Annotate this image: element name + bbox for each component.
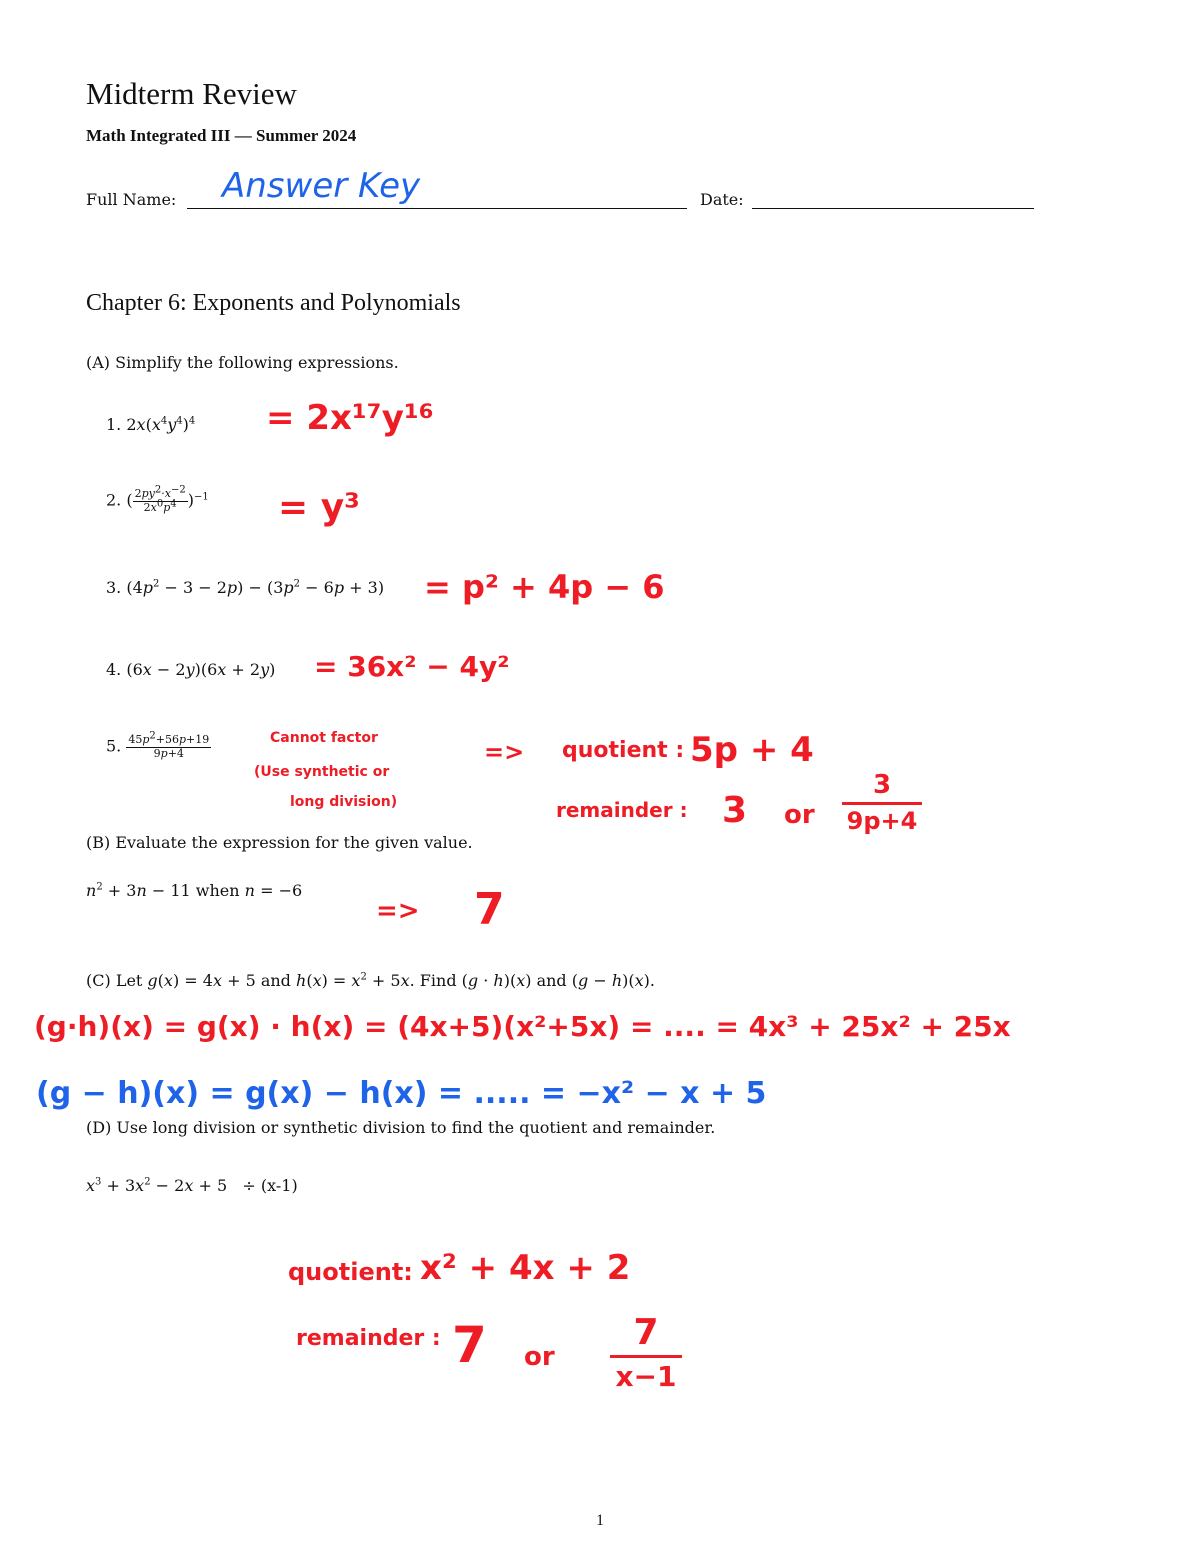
part-d-quotient-value: x² + 4x + 2 bbox=[420, 1248, 631, 1288]
part-b-answer: 7 bbox=[474, 884, 505, 935]
chapter-title: Chapter 6: Exponents and Polynomials bbox=[86, 290, 461, 316]
item-4-number: 4. bbox=[106, 660, 122, 679]
part-d-fraction-denominator: x−1 bbox=[615, 1360, 677, 1393]
page-title: Midterm Review bbox=[86, 76, 297, 111]
item-4-expression: 4. (6x − 2y)(6x + 2y) bbox=[106, 660, 276, 679]
part-a-prompt: (A) Simplify the following expressions. bbox=[86, 353, 399, 372]
date-label: Date: bbox=[700, 190, 744, 209]
part-d-remainder-value: 7 bbox=[452, 1316, 487, 1374]
item-5-fraction-denominator: 9p+4 bbox=[846, 807, 918, 835]
part-d-remainder-fraction bbox=[610, 1312, 682, 1393]
name-handwritten: Answer Key bbox=[222, 166, 421, 206]
name-line bbox=[187, 208, 687, 209]
item-1-number: 1. bbox=[106, 415, 122, 434]
part-d-fraction-bar bbox=[610, 1355, 682, 1358]
part-b-prompt: (B) Evaluate the expression for the given value. bbox=[86, 833, 473, 852]
item-2-expression: 2. ( $\frac{2py^2\cdot x^{-2}}{2x^0p^4}$ )$^{-1}$ bbox=[106, 484, 209, 514]
item-5-note-line-2: (Use synthetic or bbox=[254, 764, 390, 780]
part-d-remainder-label: remainder : bbox=[296, 1326, 441, 1351]
item-5-arrow: => bbox=[484, 738, 525, 766]
page-number: 1 bbox=[596, 1512, 604, 1529]
item-2-number: 2. bbox=[106, 490, 122, 510]
item-5-expression: 5. $\frac{45p^2+56p+19}{9p+4}$ bbox=[106, 730, 210, 760]
item-5-remainder-value: 3 bbox=[722, 790, 748, 831]
item-5-or: or bbox=[784, 800, 815, 830]
part-b-expression: $n^2 + 3n - 11$ when n = −6 bbox=[86, 881, 303, 900]
part-c-answer-product: (g·h)(x) = g(x) · h(x) = (4x+5)(x²+5x) = .... = 4x³ + 25x² + 25x bbox=[34, 1010, 1011, 1043]
item-5-fraction-numerator: 3 bbox=[872, 770, 892, 800]
item-3-number: 3. bbox=[106, 578, 122, 597]
part-d-expression: $x^3 + 3x^2 - 2x + 5 \div (x-1)$ bbox=[86, 1176, 298, 1195]
part-b-when: when bbox=[195, 881, 240, 900]
item-1-expression: 1. $2x(x^4y^4)^4$ bbox=[106, 415, 196, 434]
item-5-note-line-1: Cannot factor bbox=[270, 730, 378, 746]
date-line bbox=[752, 208, 1034, 209]
item-5-quotient-label: quotient : bbox=[562, 738, 685, 763]
item-4-answer: = 36x² − 4y² bbox=[314, 650, 510, 683]
name-label: Full Name: bbox=[86, 190, 177, 209]
part-c-answer-difference: (g − h)(x) = g(x) − h(x) = ..... = −x² − x + 5 bbox=[36, 1076, 767, 1111]
part-d-fraction-numerator: 7 bbox=[633, 1312, 659, 1353]
item-5-remainder-label: remainder : bbox=[556, 798, 688, 822]
item-1-answer: = 2x¹⁷y¹⁶ bbox=[266, 398, 434, 438]
item-3-answer: = p² + 4p − 6 bbox=[424, 568, 665, 606]
item-5-fraction-bar bbox=[842, 802, 922, 805]
item-5-quotient-value: 5p + 4 bbox=[690, 730, 814, 770]
course-subtitle: Math Integrated III — Summer 2024 bbox=[86, 126, 357, 145]
item-5-number: 5. bbox=[106, 736, 122, 756]
part-b-arrow: => bbox=[376, 896, 420, 926]
item-2-answer: = y³ bbox=[278, 487, 360, 528]
part-d-or: or bbox=[524, 1342, 555, 1372]
part-d-quotient-label: quotient: bbox=[288, 1258, 413, 1286]
item-3-expression: 3. $(4p^2 - 3 - 2p) - (3p^2 - 6p + 3)$ bbox=[106, 578, 385, 597]
item-5-note-line-3: long division) bbox=[290, 794, 398, 810]
part-c-prompt: (C) Let g(x) = 4x + 5 and $h(x) = x^2 + 5x$. Find (g · h)(x) and (g − h)(x). bbox=[86, 971, 655, 990]
part-d-prompt: (D) Use long division or synthetic division to find the quotient and remainder. bbox=[86, 1118, 716, 1137]
item-5-remainder-fraction bbox=[842, 770, 922, 835]
